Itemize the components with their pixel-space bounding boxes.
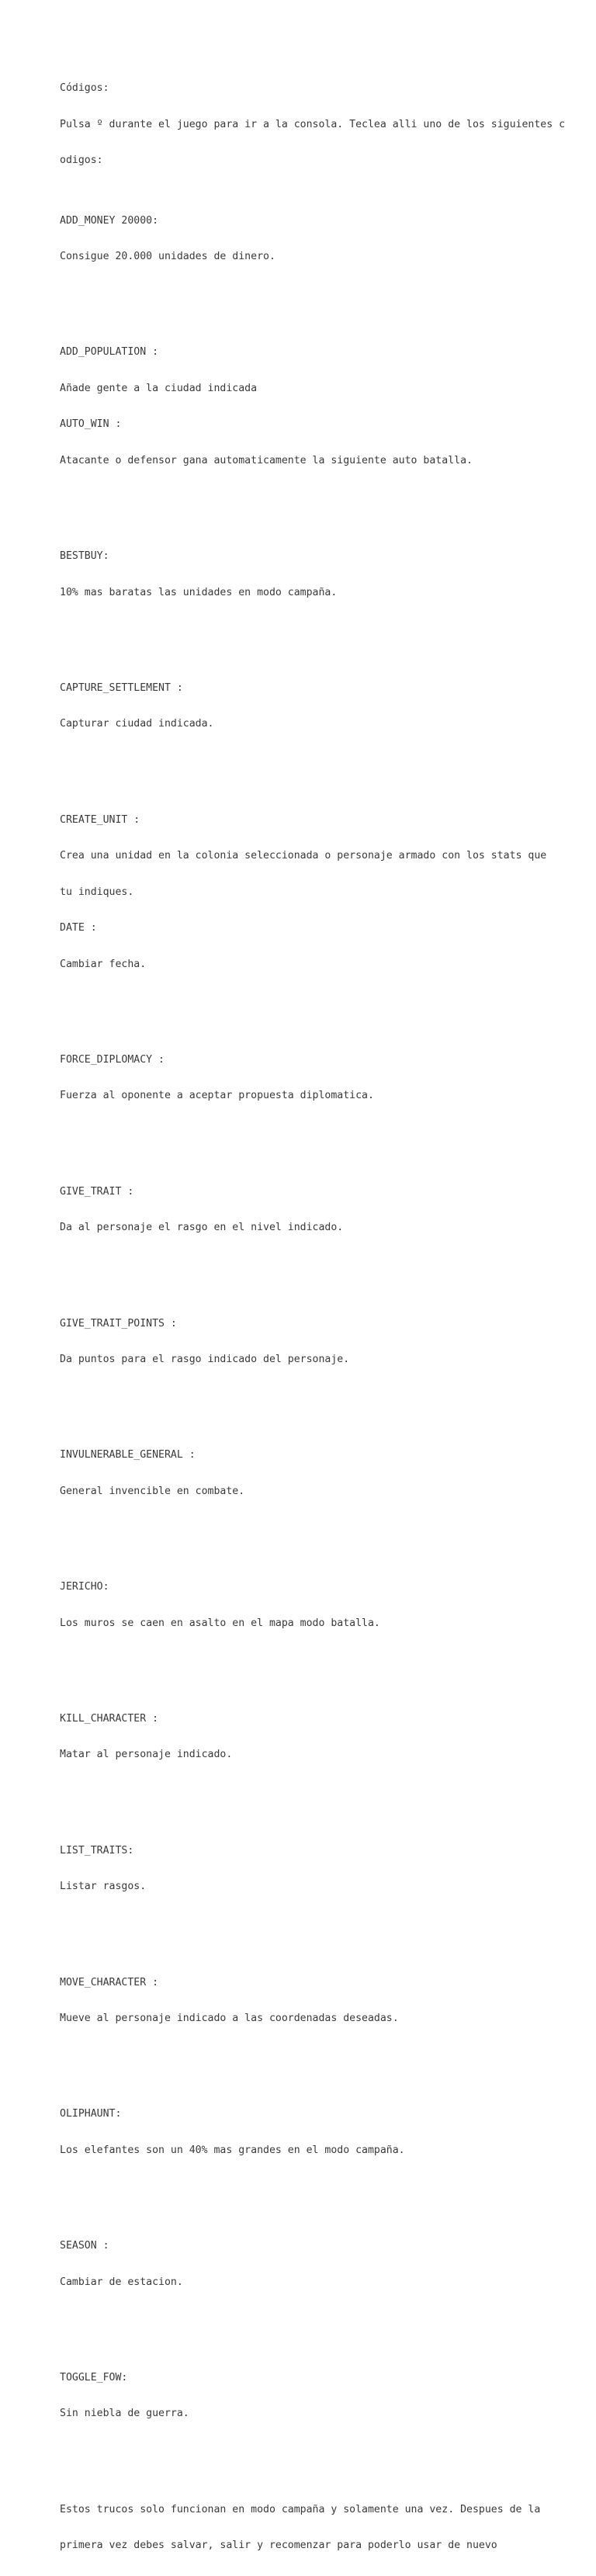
cheat-description: Fuerza al oponente a aceptar propuesta diplomatica. [60, 1090, 374, 1102]
cheat-description: Consigue 20.000 unidades de dinero. [60, 251, 275, 262]
cheat-description: Atacante o defensor gana automaticamente la siguiente auto batalla. [60, 454, 473, 466]
document-text [60, 58, 566, 2576]
cheat-code: GIVE_TRAIT_POINTS : [60, 1317, 177, 1330]
cheat-code: TOGGLE_FOW: [60, 2371, 128, 2384]
cheat-code: JERICHO: [60, 1581, 109, 1593]
header-line: Códigos: [60, 82, 109, 94]
cheat-code: CREATE_UNIT : [60, 813, 140, 826]
cheat-code: KILL_CHARACTER : [60, 1712, 159, 1725]
blank-line [60, 1258, 556, 1270]
blank-line [60, 754, 556, 766]
cheat-code: FORCE_DIPLOMACY : [60, 1053, 165, 1066]
blank-line [60, 1521, 556, 1533]
cheat-code: ADD_POPULATION : [60, 346, 159, 359]
cheat-description: Matar al personaje indicado. [60, 1749, 233, 1761]
blank-line [60, 2312, 556, 2324]
cheat-code: SEASON : [60, 2240, 109, 2252]
cheat-description: Da al personaje el rasgo en el nivel indicado. [60, 1222, 344, 1234]
blank-line [60, 994, 556, 1006]
blank-line [60, 622, 556, 634]
cheat-description: Listar rasgos. [60, 1881, 147, 1893]
blank-line [60, 1653, 556, 1665]
intro-line: odigos: [60, 154, 103, 166]
blank-line [60, 1917, 556, 1929]
footer-note: primera vez debes salvar, salir y recomenzar para poderlo usar de nuevo [60, 2540, 497, 2552]
cheat-code: INVULNERABLE_GENERAL : [60, 1449, 196, 1461]
cheat-description: Los muros se caen en asalto en el mapa modo batalla. [60, 1617, 380, 1629]
cheat-description: Los elefantes son un 40% mas grandes en el modo campaña. [60, 2144, 405, 2156]
cheat-description: Crea una unidad en la colonia seleccionada o personaje armado con los stats que [60, 850, 547, 862]
cheat-description: Añade gente a la ciudad indicada [60, 382, 258, 394]
cheat-code: BESTBUY: [60, 550, 109, 563]
blank-line [60, 1126, 556, 1138]
blank-line [60, 1390, 556, 1402]
blank-line [60, 2180, 556, 2192]
cheat-description: 10% mas baratas las unidades en modo campaña. [60, 586, 338, 598]
cheat-description: Mueve al personaje indicado a las coordenadas deseadas. [60, 2013, 399, 2025]
cheat-code: ADD_MONEY 20000: [60, 214, 159, 227]
cheat-code: LIST_TRAITS: [60, 1844, 134, 1857]
cheat-description: tu indiques. [60, 886, 134, 898]
blank-line [60, 287, 556, 299]
blank-line [60, 2049, 556, 2061]
cheat-code: DATE : [60, 922, 97, 934]
cheat-code: AUTO_WIN : [60, 418, 122, 431]
cheat-description: Da puntos para el rasgo indicado del personaje. [60, 1354, 350, 1366]
blank-line [60, 2444, 556, 2456]
cheat-description: Cambiar de estacion. [60, 2276, 183, 2288]
intro-line: Pulsa º durante el juego para ir a la consola. Teclea alli uno de los siguientes c [60, 118, 566, 130]
cheat-description: Cambiar fecha. [60, 958, 147, 970]
footer-note: Estos trucos solo funcionan en modo campaña y solamente una vez. Despues de la [60, 2503, 541, 2515]
cheat-code: MOVE_CHARACTER : [60, 1976, 159, 1988]
blank-line [60, 1785, 556, 1797]
blank-line [60, 491, 556, 502]
cheat-code: GIVE_TRAIT : [60, 1185, 134, 1198]
cheat-code: OLIPHAUNT: [60, 2108, 122, 2120]
cheat-description: Capturar ciudad indicada. [60, 718, 214, 730]
cheat-description: Sin niebla de guerra. [60, 2408, 189, 2420]
cheat-code: CAPTURE_SETTLEMENT : [60, 681, 183, 694]
cheat-description: General invencible en combate. [60, 1485, 245, 1497]
